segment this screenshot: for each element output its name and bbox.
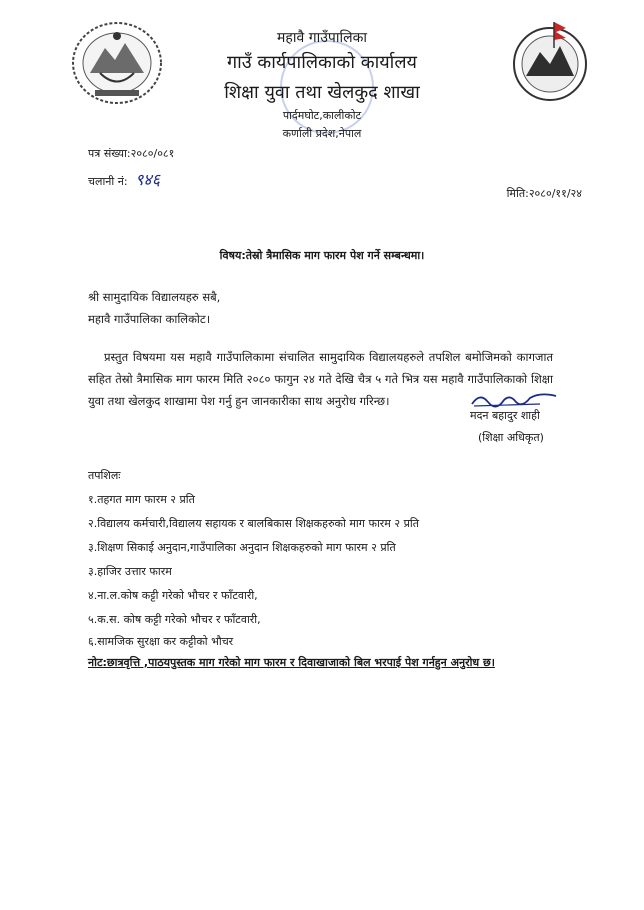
letter-date: मिति:२०८०/११/२४ bbox=[506, 187, 582, 200]
note-text: नोट:छात्रवृत्ति ,पाठयपुस्तक माग गरेको माग फारम र दिवाखाजाको बिल भरपाई पेश गर्नहुन अनुरोध छ। bbox=[88, 656, 495, 669]
list-item: ४.ना.ल.कोष कट्टी गरेको भौचर र फाँटवारी, bbox=[88, 589, 258, 602]
province-line: कर्णाली प्रदेश,नेपाल bbox=[282, 127, 362, 140]
dispatch-number-row bbox=[88, 168, 160, 190]
dispatch-number: ९४६ bbox=[135, 170, 161, 189]
list-item: ५.क.स. कोष कट्टी गरेको भौचर र फाँटवारी, bbox=[88, 613, 261, 626]
reference-number: पत्र संख्या:२०८०/०८१ bbox=[88, 147, 175, 160]
address-line: पार्दमघोट,कालीकोट bbox=[282, 109, 362, 122]
municipality-name: महावै गाउँपालिका bbox=[277, 30, 367, 46]
office-name: गाउँ कार्यपालिकाको कार्यालय bbox=[227, 52, 417, 73]
list-item: ६.सामजिक सुरक्षा कर कट्टीको भौचर bbox=[88, 635, 234, 648]
list-item: २.विद्यालय कर्मचारी,विद्यालय सहायक र बालबिकास शिक्षकहरुको माग फारम २ प्रति bbox=[88, 517, 419, 530]
details-heading: तपशिलः bbox=[88, 469, 121, 482]
signatory-name: मदन बहादुर शाही bbox=[470, 409, 540, 422]
subject-line: विषय:तेस्रो त्रैमासिक माग फारम पेश गर्ने सम्बन्धमा। bbox=[219, 249, 425, 262]
body-paragraph: प्रस्तुत विषयमा यस महावै गाउँपालिकामा संचालित सामुदायिक विद्यालयहरुले तपशिल बमोजिमको कागजात सहित तेस्रो त्रैमासिक माग फारम मिति २०८० फागुन २४ गते देखि चैत्र ५ गते भित्र यस महावै गाउँपालिकाको शिक्षा युवा तथा खेलकुद शाखामा पेश गर्नु हुन जानकारीका साथ अनुरोध गरिन्छ। bbox=[88, 350, 553, 408]
list-item: ३.शिक्षण सिकाई अनुदान,गाउँपालिका अनुदान शिक्षकहरुको माग फारम २ प्रति bbox=[88, 541, 396, 554]
dispatch-label: चलानी नं: bbox=[88, 175, 128, 188]
signatory-title: (शिक्षा अधिकृत) bbox=[478, 431, 544, 444]
branch-name: शिक्षा युवा तथा खेलकुद शाखा bbox=[224, 82, 420, 103]
recipient-line-1: श्री सामुदायिक विद्यालयहरु सबै, bbox=[88, 290, 221, 304]
list-item: १.तहगत माग फारम २ प्रति bbox=[88, 493, 195, 506]
list-item: ३.हाजिर उत्तार फारम bbox=[88, 565, 172, 578]
recipient-line-2: महावै गाउँपालिका कालिकोट। bbox=[88, 312, 211, 326]
